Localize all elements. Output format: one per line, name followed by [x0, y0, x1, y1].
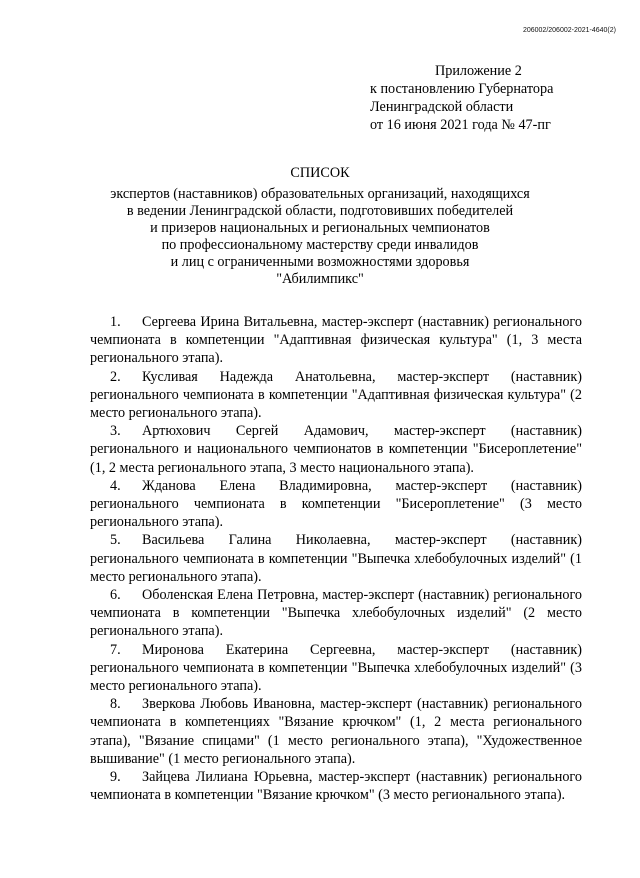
- title-line: по профессиональному мастерству среди инвалидов: [161, 237, 479, 253]
- item-number: 8.: [110, 696, 121, 713]
- item-text: Жданова Елена Владимировна, мастер-эксперт (наставник) регионального чемпионата в компетенции "Бисероплетение" (3 место регионального этапа).: [90, 477, 582, 531]
- title-line: в ведении Ленинградской области, подготовивших победителей: [126, 203, 514, 219]
- list-item: [90, 368, 582, 423]
- appendix-line: от 16 июня 2021 года № 47-пг: [370, 117, 551, 133]
- item-number: 2.: [110, 368, 121, 385]
- item-text: Зайцева Лилиана Юрьевна, мастер-эксперт (наставник) регионального чемпионата в компетенции "Вязание крючком" (3 место регионального этапа).: [90, 769, 582, 804]
- experts-list: [90, 313, 582, 804]
- list-heading: СПИСОК: [290, 165, 350, 181]
- item-number: 6.: [110, 587, 121, 604]
- document-code: 206002/206002-2021-4640(2): [522, 27, 616, 34]
- list-item: [90, 422, 582, 477]
- title-line: и лиц с ограниченными возможностями здоровья: [170, 254, 470, 270]
- list-item: [90, 313, 582, 368]
- item-number: 9.: [110, 769, 121, 786]
- item-text: Васильева Галина Николаевна, мастер-эксперт (наставник) регионального чемпионата в компетенции "Выпечка хлебобулочных изделий" (1 место регионального этапа).: [90, 532, 582, 585]
- list-item: [90, 477, 582, 532]
- list-item: [90, 768, 582, 804]
- item-number: 7.: [110, 641, 121, 658]
- item-text: Миронова Екатерина Сергеевна, мастер-эксперт (наставник) регионального чемпионата в компетенции "Выпечка хлебобулочных изделий" (3 место регионального этапа).: [90, 641, 582, 695]
- list-title-block: [80, 165, 560, 288]
- item-text: Оболенская Елена Петровна, мастер-эксперт (наставник) регионального чемпионата в компетенции "Выпечка хлебобулочных изделий" (2 место регионального этапа).: [90, 587, 582, 640]
- item-text: Зверкова Любовь Ивановна, мастер-эксперт (наставник) регионального чемпионата в компетенциях "Вязание крючком" (1, 2 места регионального этапа), "Вязание спицами" (1 место регионального этапа), "Художественное вышивание" (1 место регионального этапа).: [90, 696, 582, 767]
- item-text: Сергеева Ирина Витальевна, мастер-эксперт (наставник) регионального чемпионата в компетенции "Адаптивная физическая культура" (1, 3 места регионального этапа).: [90, 314, 582, 367]
- title-line: и призеров национальных и региональных чемпионатов: [150, 220, 490, 236]
- list-item: [90, 641, 582, 696]
- list-item: [90, 586, 582, 641]
- list-item: [90, 695, 582, 768]
- item-number: 1.: [110, 314, 121, 330]
- item-number: 3.: [110, 423, 121, 440]
- item-number: 4.: [110, 477, 121, 494]
- item-text: Артюхович Сергей Адамович, мастер-эксперт (наставник) регионального и национального чемпионатов в компетенции "Бисероплетение" (1, 2 места регионального этапа, 3 место национального этапа).: [90, 423, 582, 476]
- appendix-line: Ленинградской области: [370, 99, 514, 115]
- title-line: экспертов (наставников) образовательных организаций, находящихся: [110, 186, 530, 202]
- appendix-line: Приложение 2: [435, 63, 522, 79]
- title-line: "Абилимпикс": [276, 271, 364, 287]
- item-number: 5.: [110, 532, 121, 549]
- appendix-line: к постановлению Губернатора: [370, 81, 554, 97]
- item-text: Кусливая Надежда Анатольевна, мастер-эксперт (наставник) регионального чемпионата в компетенции "Адаптивная физическая культура" (2 место регионального этапа).: [90, 368, 582, 422]
- appendix-block: [370, 62, 620, 134]
- list-item: [90, 531, 582, 586]
